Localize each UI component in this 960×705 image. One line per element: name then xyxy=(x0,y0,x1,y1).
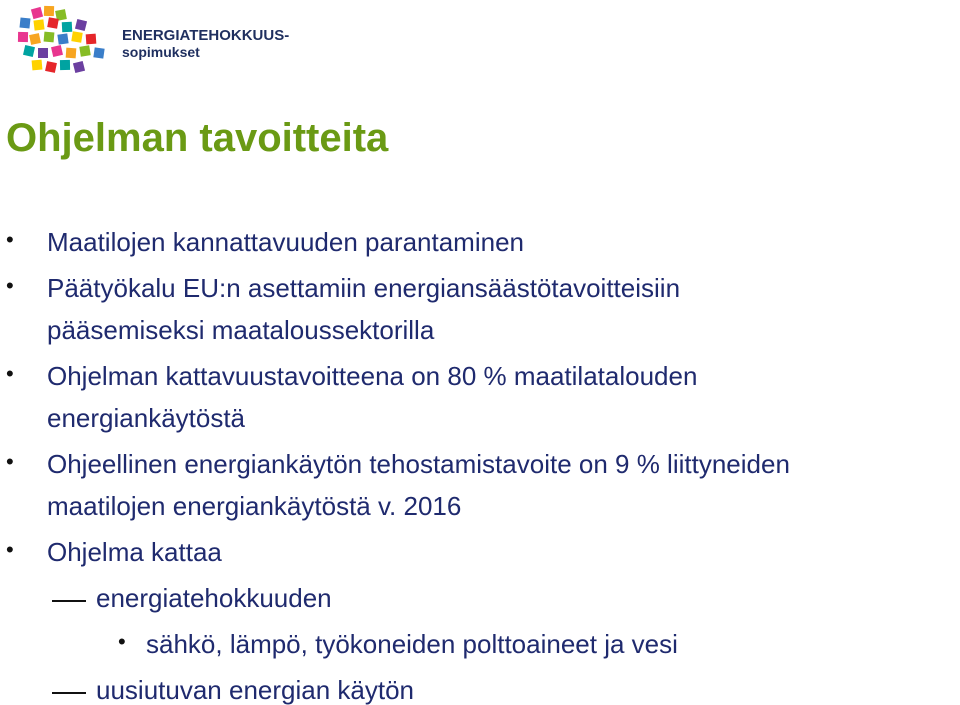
bullet-text: Ohjelman kattavuustavoitteena on 80 % maatilatalouden xyxy=(47,361,698,391)
bullet-text: Ohjelma kattaa xyxy=(47,537,222,567)
bullet-text: pääsemiseksi maataloussektorilla xyxy=(47,315,435,345)
slide-title: Ohjelman tavoitteita xyxy=(6,116,389,160)
bullet-marker: • xyxy=(118,629,126,654)
bullet-text: Ohjeellinen energiankäytön tehostamistavoite on 9 % liittyneiden xyxy=(47,449,790,479)
logo-line-2: sopimukset xyxy=(122,44,200,60)
bullet-marker: • xyxy=(6,449,14,474)
bullet-marker: • xyxy=(6,273,14,298)
bullet-text: Päätyökalu EU:n asettamiin energiansäästötavoitteisiin xyxy=(47,273,681,303)
bullet-text: energiatehokkuuden xyxy=(96,583,332,613)
bullet-marker: • xyxy=(6,537,14,562)
logo-line-1: ENERGIATEHOKKUUS- xyxy=(122,27,290,44)
dash-marker xyxy=(52,600,86,602)
bullet-text: sähkö, lämpö, työkoneiden polttoaineet ja vesi xyxy=(146,629,678,659)
bullet-marker: • xyxy=(6,227,14,252)
bullet-text: energiankäytöstä xyxy=(47,403,246,433)
bullet-text: uusiutuvan energian käytön xyxy=(96,675,415,705)
bullet-text: Maatilojen kannattavuuden parantaminen xyxy=(47,227,525,257)
bullet-marker: • xyxy=(6,361,14,386)
dash-marker xyxy=(52,692,86,694)
bullet-text: maatilojen energiankäytöstä v. 2016 xyxy=(47,491,462,521)
